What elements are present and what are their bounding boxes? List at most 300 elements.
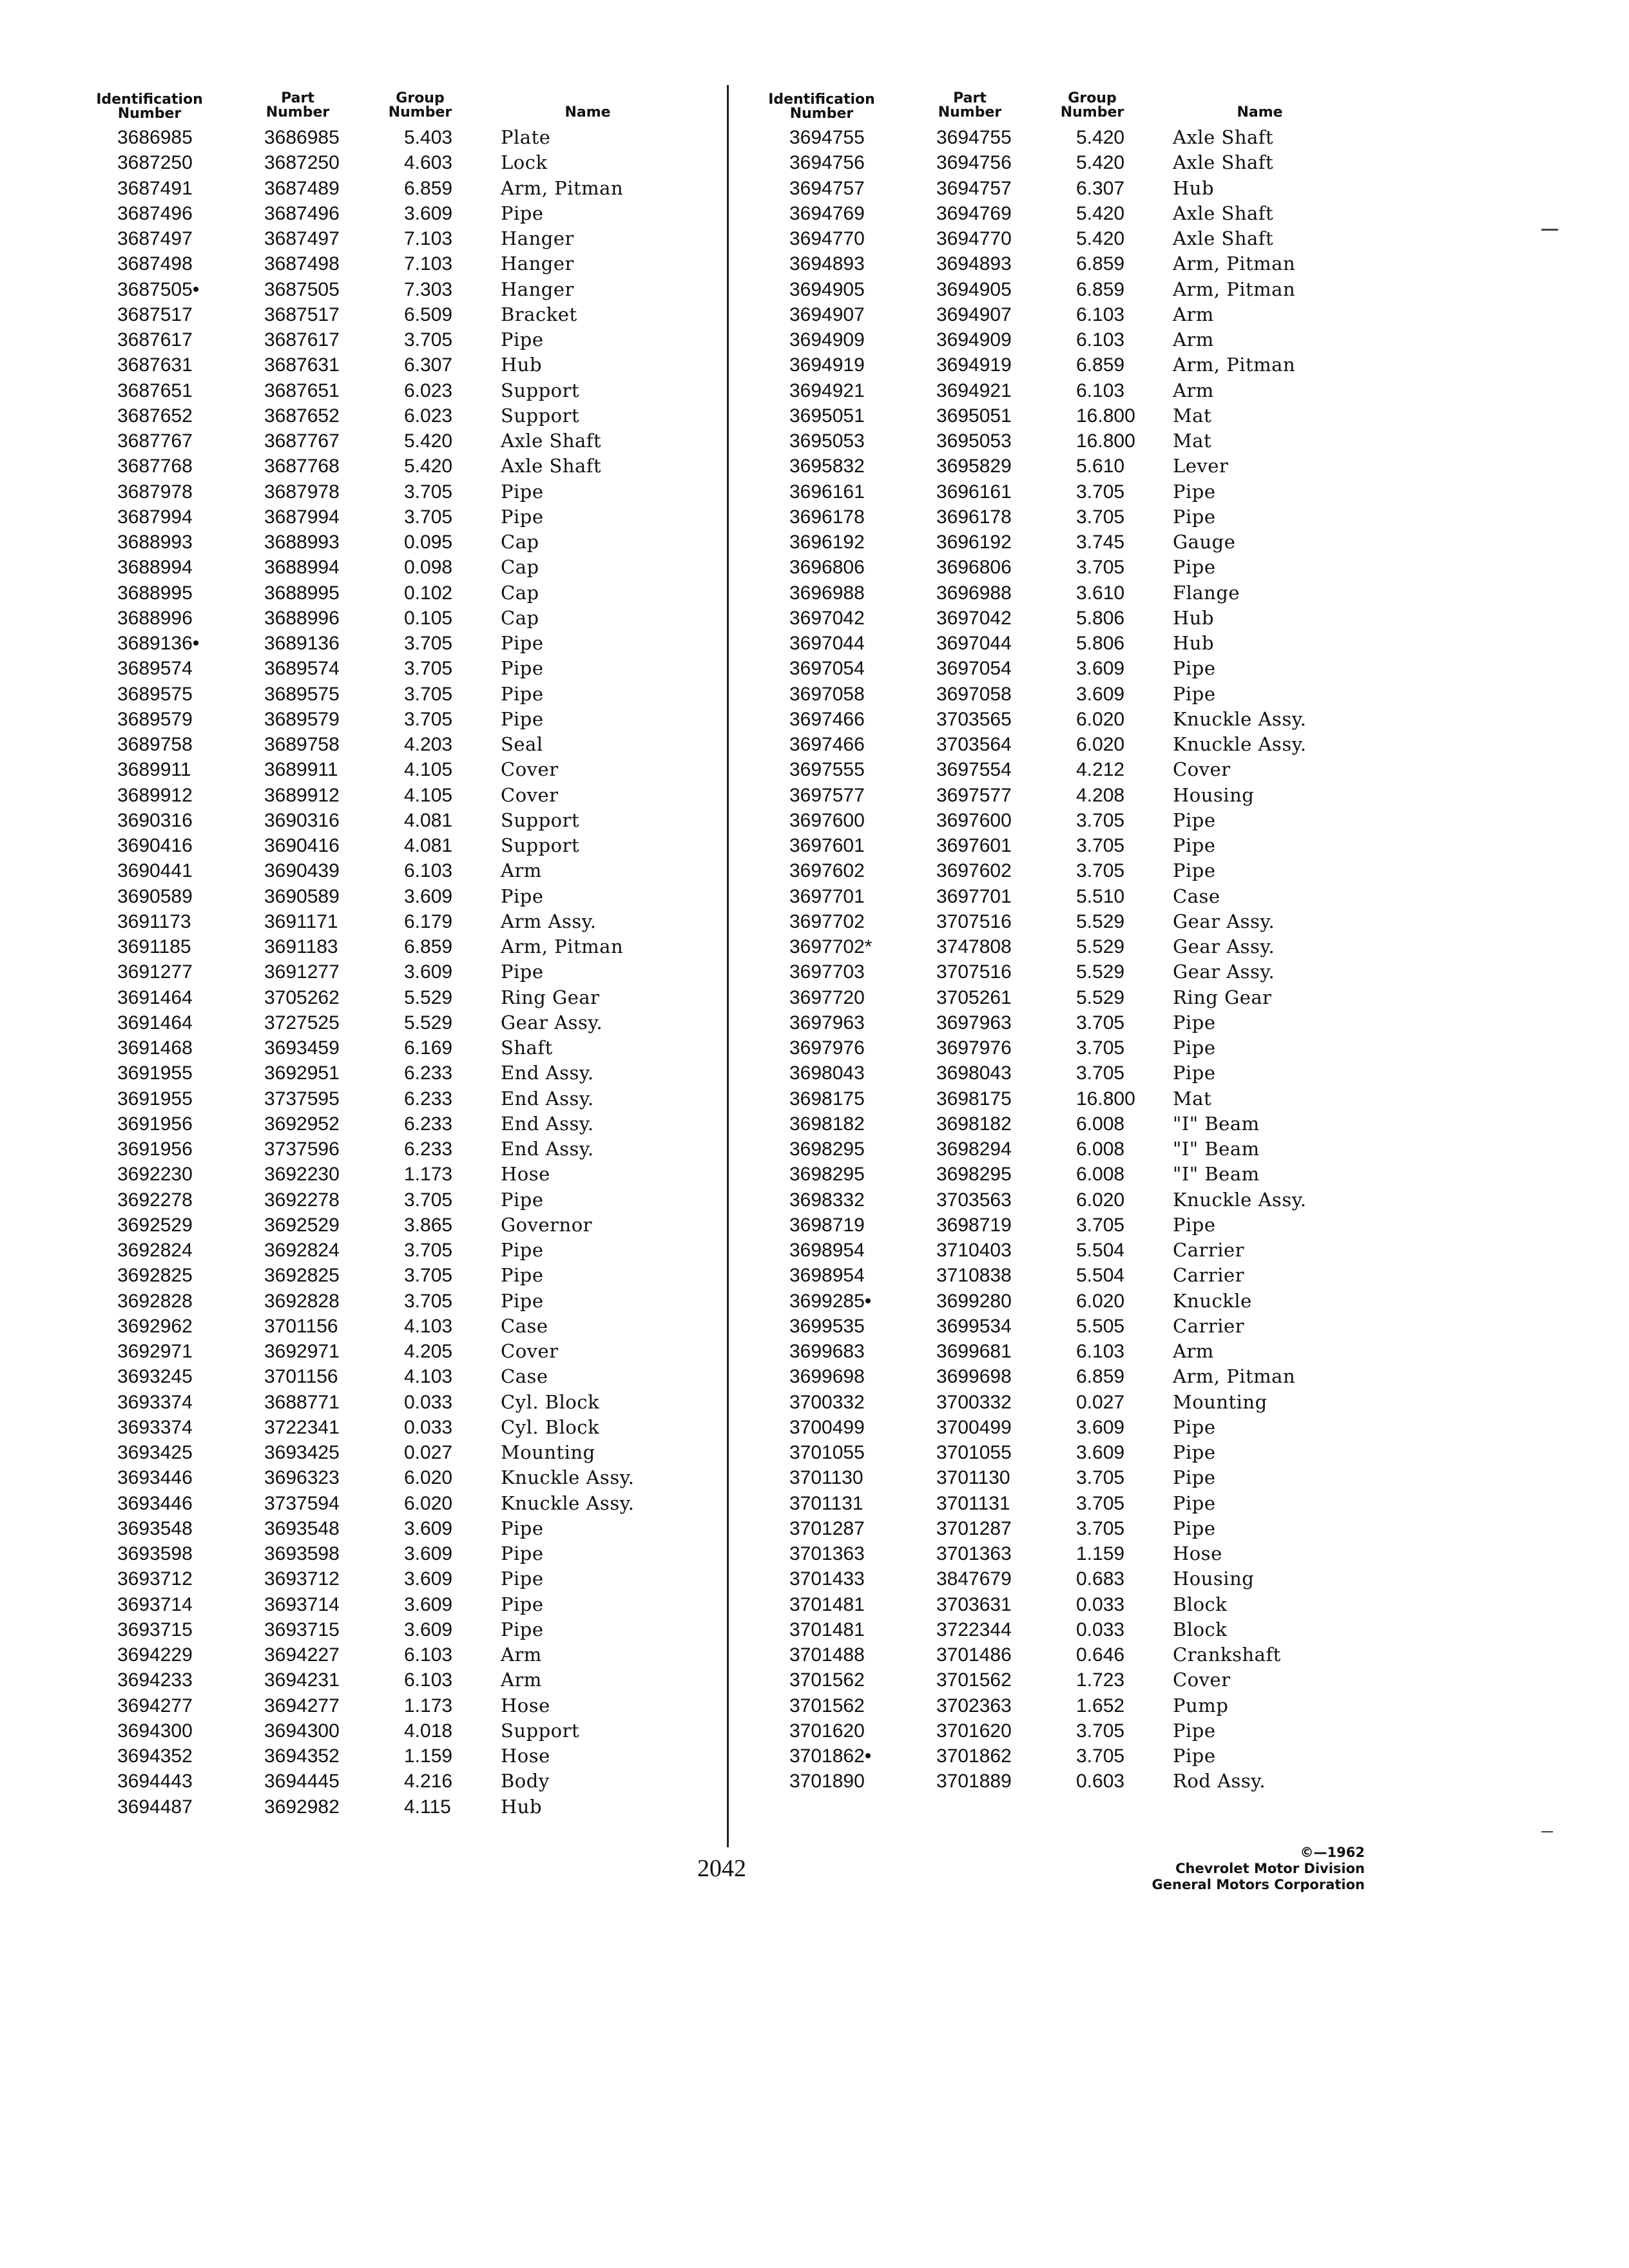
table-row xyxy=(85,1263,704,1288)
table-row xyxy=(757,1541,1376,1566)
identification-number-cell: 3691955 xyxy=(117,1088,193,1110)
group-number-cell: 5.420 xyxy=(1076,228,1125,249)
identification-number-cell: 3687498 xyxy=(117,253,193,275)
table-row xyxy=(85,403,704,428)
identification-number-cell: 3687496 xyxy=(117,202,193,224)
table-row xyxy=(85,1390,704,1415)
group-number-cell: 3.705 xyxy=(1076,1745,1125,1767)
part-number-cell: 3694352 xyxy=(264,1745,340,1767)
part-name-cell: Knuckle Assy. xyxy=(501,1466,635,1489)
part-number-cell: 3694756 xyxy=(936,152,1012,174)
part-name-cell: Cover xyxy=(501,758,559,781)
part-number-cell: 3737594 xyxy=(264,1492,340,1514)
group-number-cell: 6.103 xyxy=(404,1669,453,1691)
right-table-body xyxy=(757,125,1376,1794)
part-name-cell: Mat xyxy=(1173,430,1212,452)
group-number-cell: 5.529 xyxy=(1076,910,1125,932)
table-row xyxy=(85,251,704,276)
part-number-cell: 3707516 xyxy=(936,961,1012,983)
table-row xyxy=(757,581,1376,606)
part-name-cell: Pipe xyxy=(1173,1062,1216,1084)
table-row xyxy=(757,1617,1376,1642)
group-number-cell: 6.103 xyxy=(1076,303,1125,325)
part-number-cell: 3690439 xyxy=(264,860,340,882)
part-name-cell: Mat xyxy=(1173,404,1212,427)
part-number-cell: 3692952 xyxy=(264,1113,340,1135)
identification-number-cell: 3691956 xyxy=(117,1113,193,1135)
part-number-cell: 3710838 xyxy=(936,1265,1012,1287)
group-number-cell: 3.609 xyxy=(1076,1416,1125,1438)
identification-number-cell: 3693425 xyxy=(117,1442,193,1463)
part-name-cell: Support xyxy=(501,379,580,401)
table-row xyxy=(757,682,1376,707)
table-row xyxy=(757,631,1376,656)
group-number-cell: 6.023 xyxy=(404,405,453,427)
table-row xyxy=(85,277,704,302)
part-name-cell: Knuckle xyxy=(1173,1289,1252,1312)
identification-number-cell: 3694755 xyxy=(789,127,865,148)
table-row xyxy=(85,1314,704,1339)
part-name-cell: Plate xyxy=(501,126,551,148)
part-name-cell: "I" Beam xyxy=(1173,1163,1260,1186)
table-row xyxy=(85,732,704,757)
part-number-cell: 3703563 xyxy=(936,1189,1012,1211)
identification-number-cell: 3693598 xyxy=(117,1543,193,1564)
identification-number-cell: 3701130 xyxy=(789,1467,863,1489)
group-number-cell: 3.705 xyxy=(1076,1467,1125,1489)
identification-number-cell: 3694443 xyxy=(117,1771,193,1792)
part-name-cell: Arm, Pitman xyxy=(1173,1365,1296,1388)
identification-number-cell: 3687651 xyxy=(117,380,193,401)
part-number-cell: 3691171 xyxy=(264,910,338,932)
group-number-cell: 5.420 xyxy=(1076,152,1125,174)
identification-number-cell: 3692971 xyxy=(117,1341,193,1362)
part-name-cell: Arm, Pitman xyxy=(1173,278,1296,300)
header-identification-number: Identification Number xyxy=(768,91,875,122)
part-name-cell: Shaft xyxy=(501,1037,553,1059)
part-number-cell: 3687496 xyxy=(264,202,340,224)
identification-number-cell: 3693712 xyxy=(117,1568,193,1590)
table-row xyxy=(85,1289,704,1314)
table-row xyxy=(85,327,704,352)
identification-number-cell: 3689911 xyxy=(117,759,191,781)
table-row xyxy=(757,1162,1376,1187)
table-row xyxy=(757,251,1376,276)
part-number-cell: 3693714 xyxy=(264,1593,340,1615)
group-number-cell: 4.212 xyxy=(1076,759,1125,781)
table-row xyxy=(757,1491,1376,1516)
part-name-cell: Cap xyxy=(501,606,539,629)
identification-number-cell: 3694352 xyxy=(117,1745,193,1767)
table-row xyxy=(85,201,704,226)
part-name-cell: Hose xyxy=(1173,1542,1222,1564)
table-row xyxy=(757,302,1376,327)
table-row xyxy=(757,1364,1376,1389)
identification-number-cell: 3694757 xyxy=(789,177,865,199)
identification-number-cell: 3687767 xyxy=(117,430,193,452)
part-name-cell: Hose xyxy=(501,1163,550,1186)
group-number-cell: 3.705 xyxy=(1076,506,1125,528)
part-number-cell: 3687631 xyxy=(264,354,340,376)
part-number-cell: 3690589 xyxy=(264,885,340,907)
part-number-cell: 3697044 xyxy=(936,633,1012,654)
part-number-cell: 3697963 xyxy=(936,1012,1012,1033)
part-number-cell: 3694770 xyxy=(936,228,1012,249)
identification-number-cell: 3694770 xyxy=(789,228,865,249)
group-number-cell: 4.105 xyxy=(404,784,453,806)
part-number-cell: 3694277 xyxy=(264,1695,340,1716)
group-number-cell: 16.800 xyxy=(1076,1088,1135,1110)
table-row xyxy=(757,656,1376,681)
group-number-cell: 6.008 xyxy=(1076,1139,1125,1160)
table-row xyxy=(757,707,1376,732)
group-number-cell: 3.705 xyxy=(1076,809,1125,831)
identification-number-cell: 3691173 xyxy=(117,910,191,932)
part-number-cell: 3695053 xyxy=(936,430,1012,452)
left-table-header xyxy=(85,89,704,125)
table-row xyxy=(757,352,1376,378)
table-row xyxy=(757,808,1376,833)
group-number-cell: 5.420 xyxy=(1076,127,1125,148)
identification-number-cell: 3694919 xyxy=(789,354,865,376)
group-number-cell: 0.027 xyxy=(404,1442,453,1463)
identification-number-cell: 3687497 xyxy=(117,228,193,249)
part-name-cell: Pipe xyxy=(1173,1441,1216,1463)
identification-number-cell: 3693245 xyxy=(117,1366,193,1388)
part-name-cell: Crankshaft xyxy=(1173,1644,1281,1666)
part-name-cell: Seal xyxy=(501,733,543,755)
group-number-cell: 3.705 xyxy=(404,1189,453,1211)
table-row xyxy=(757,1516,1376,1541)
part-name-cell: Gear Assy. xyxy=(1173,961,1275,983)
part-name-cell: Support xyxy=(501,1719,580,1742)
identification-number-cell: 3692529 xyxy=(117,1214,193,1236)
part-name-cell: Pipe xyxy=(1173,860,1216,882)
header-part-number: Part Number xyxy=(265,90,330,120)
identification-number-cell: 3697466 xyxy=(789,708,865,730)
part-name-cell: Hub xyxy=(1173,632,1215,654)
table-row xyxy=(757,226,1376,251)
part-number-cell: 3694909 xyxy=(936,329,1012,351)
group-number-cell: 6.020 xyxy=(1076,708,1125,730)
part-number-cell: 3694905 xyxy=(936,278,1012,300)
part-number-cell: 3701486 xyxy=(936,1644,1012,1666)
part-number-cell: 3688771 xyxy=(264,1391,340,1413)
part-number-cell: 3693598 xyxy=(264,1543,340,1564)
part-number-cell: 3692230 xyxy=(264,1164,340,1186)
identification-number-cell: 3701481 xyxy=(789,1593,865,1615)
table-row xyxy=(757,1415,1376,1440)
part-name-cell: Pipe xyxy=(501,1593,544,1615)
part-name-cell: Pipe xyxy=(1173,480,1216,503)
group-number-cell: 6.233 xyxy=(404,1088,453,1110)
table-row xyxy=(85,985,704,1010)
part-number-cell: 3687767 xyxy=(264,430,340,452)
part-number-cell: 3699681 xyxy=(936,1341,1012,1362)
part-number-cell: 3689911 xyxy=(264,759,338,781)
identification-number-cell: 3698954 xyxy=(789,1240,865,1261)
part-name-cell: End Assy. xyxy=(501,1138,594,1160)
part-name-cell: Cap xyxy=(501,581,539,604)
part-number-cell: 3696192 xyxy=(936,532,1012,553)
part-name-cell: Cyl. Block xyxy=(501,1416,600,1438)
part-number-cell: 3701156 xyxy=(264,1315,338,1337)
part-name-cell: Support xyxy=(501,834,580,856)
table-row xyxy=(85,1111,704,1137)
identification-number-cell: 3697466 xyxy=(789,734,865,755)
part-name-cell: End Assy. xyxy=(501,1087,594,1110)
group-number-cell: 6.103 xyxy=(1076,1341,1125,1362)
group-number-cell: 3.609 xyxy=(404,961,453,983)
group-number-cell: 3.705 xyxy=(1076,1062,1125,1084)
part-name-cell: Pipe xyxy=(501,1542,544,1564)
identification-number-cell: 3694921 xyxy=(789,380,865,401)
part-number-cell: 3687768 xyxy=(264,456,340,477)
group-number-cell: 1.173 xyxy=(404,1164,453,1186)
part-number-cell: 3691277 xyxy=(264,961,340,983)
table-row xyxy=(757,732,1376,757)
identification-number-cell: 3697702* xyxy=(789,936,872,957)
group-number-cell: 6.020 xyxy=(1076,1189,1125,1211)
identification-number-cell: 3693374 xyxy=(117,1391,193,1413)
identification-number-cell: 3698182 xyxy=(789,1113,865,1135)
identification-number-cell: 3687768 xyxy=(117,456,193,477)
group-number-cell: 5.806 xyxy=(1076,607,1125,629)
table-row xyxy=(85,1642,704,1667)
part-number-cell: 3697058 xyxy=(936,683,1012,705)
identification-number-cell: 3697044 xyxy=(789,633,865,654)
group-number-cell: 5.420 xyxy=(1076,202,1125,224)
identification-number-cell: 3687994 xyxy=(117,506,193,528)
part-name-cell: Pipe xyxy=(1173,1011,1216,1033)
identification-number-cell: 3695053 xyxy=(789,430,865,452)
part-name-cell: Arm xyxy=(1173,303,1214,325)
part-number-cell: 3703631 xyxy=(936,1593,1012,1615)
group-number-cell: 1.652 xyxy=(1076,1695,1125,1716)
identification-number-cell: 3694277 xyxy=(117,1695,193,1716)
part-number-cell: 3737596 xyxy=(264,1139,340,1160)
group-number-cell: 6.307 xyxy=(404,354,453,376)
table-row xyxy=(85,884,704,909)
group-number-cell: 5.806 xyxy=(1076,633,1125,654)
part-name-cell: Pipe xyxy=(1173,657,1216,680)
identification-number-cell: 3697555 xyxy=(789,759,865,781)
part-number-cell: 3697602 xyxy=(936,860,1012,882)
part-number-cell: 3697554 xyxy=(936,759,1012,781)
part-number-cell: 3705261 xyxy=(936,986,1012,1008)
part-number-cell: 3701130 xyxy=(936,1467,1010,1489)
table-row xyxy=(757,1263,1376,1288)
part-number-cell: 3710403 xyxy=(936,1240,1012,1261)
identification-number-cell: 3698175 xyxy=(789,1088,865,1110)
part-name-cell: Axle Shaft xyxy=(1173,202,1274,224)
identification-number-cell: 3701433 xyxy=(789,1568,865,1590)
part-name-cell: Gear Assy. xyxy=(1173,910,1275,932)
part-number-cell: 3693425 xyxy=(264,1442,340,1463)
left-column xyxy=(85,89,704,1820)
identification-number-cell: 3693714 xyxy=(117,1593,193,1615)
margin-mark xyxy=(1541,1831,1553,1832)
table-row xyxy=(757,1238,1376,1263)
group-number-cell: 3.745 xyxy=(1076,532,1125,553)
division-line: Chevrolet Motor Division xyxy=(1175,1861,1365,1876)
part-number-cell: 3693548 xyxy=(264,1517,340,1539)
group-number-cell: 3.705 xyxy=(1076,835,1125,856)
group-number-cell: 6.020 xyxy=(404,1492,453,1514)
part-name-cell: Pipe xyxy=(501,682,544,705)
part-name-cell: Pipe xyxy=(501,505,544,528)
part-name-cell: Pipe xyxy=(501,1517,544,1539)
table-row xyxy=(757,606,1376,631)
group-number-cell: 3.609 xyxy=(404,1619,453,1640)
identification-number-cell: 3701562 xyxy=(789,1695,865,1716)
part-number-cell: 3692951 xyxy=(264,1062,340,1084)
table-row xyxy=(85,858,704,883)
part-number-cell: 3692529 xyxy=(264,1214,340,1236)
group-number-cell: 6.233 xyxy=(404,1139,453,1160)
group-number-cell: 4.115 xyxy=(404,1796,451,1818)
part-name-cell: Block xyxy=(1173,1618,1228,1640)
table-row xyxy=(85,1137,704,1162)
part-name-cell: Carrier xyxy=(1173,1239,1245,1261)
group-number-cell: 6.509 xyxy=(404,303,453,325)
part-number-cell: 3699280 xyxy=(936,1290,1012,1312)
identification-number-cell: 3696178 xyxy=(789,506,865,528)
table-row xyxy=(85,479,704,505)
identification-number-cell: 3689575 xyxy=(117,683,193,705)
table-row xyxy=(757,1314,1376,1339)
part-name-cell: Pipe xyxy=(501,1568,544,1590)
copyright-footer xyxy=(1152,1845,1365,1893)
group-number-cell: 5.529 xyxy=(1076,961,1125,983)
identification-number-cell: 3697963 xyxy=(789,1012,865,1033)
table-row xyxy=(757,783,1376,808)
part-number-cell: 3694231 xyxy=(264,1669,340,1691)
table-row xyxy=(757,125,1376,150)
part-number-cell: 3699534 xyxy=(936,1315,1012,1337)
group-number-cell: 0.646 xyxy=(1076,1644,1125,1666)
group-number-cell: 3.705 xyxy=(1076,1517,1125,1539)
part-number-cell: 3701287 xyxy=(936,1517,1012,1539)
part-number-cell: 3694919 xyxy=(936,354,1012,376)
group-number-cell: 3.609 xyxy=(1076,658,1125,680)
part-number-cell: 3700332 xyxy=(936,1391,1012,1413)
identification-number-cell: 3697577 xyxy=(789,784,865,806)
table-row xyxy=(757,959,1376,985)
group-number-cell: 3.705 xyxy=(1076,860,1125,882)
group-number-cell: 5.403 xyxy=(404,127,453,148)
header-name: Name xyxy=(1237,104,1283,120)
table-row xyxy=(757,454,1376,479)
part-name-cell: Pipe xyxy=(1173,1213,1216,1236)
group-number-cell: 0.027 xyxy=(1076,1391,1125,1413)
part-number-cell: 3687498 xyxy=(264,253,340,275)
identification-number-cell: 3688996 xyxy=(117,607,193,629)
part-name-cell: Pipe xyxy=(1173,809,1216,831)
part-name-cell: Hose xyxy=(501,1745,550,1767)
table-row xyxy=(757,176,1376,201)
right-column xyxy=(757,89,1376,1794)
table-row xyxy=(85,1086,704,1111)
group-number-cell: 7.303 xyxy=(404,278,453,300)
group-number-cell: 0.098 xyxy=(404,557,453,579)
group-number-cell: 0.095 xyxy=(404,532,453,553)
table-row xyxy=(757,1465,1376,1490)
group-number-cell: 4.203 xyxy=(404,734,453,755)
part-name-cell: Governor xyxy=(501,1213,593,1236)
group-number-cell: 16.800 xyxy=(1076,405,1135,427)
identification-number-cell: 3692278 xyxy=(117,1189,193,1211)
part-number-cell: 3701363 xyxy=(936,1543,1012,1564)
group-number-cell: 3.609 xyxy=(404,1593,453,1615)
identification-number-cell: 3692824 xyxy=(117,1240,193,1261)
group-number-cell: 3.609 xyxy=(404,1543,453,1564)
table-row xyxy=(757,555,1376,580)
identification-number-cell: 3698954 xyxy=(789,1265,865,1287)
identification-number-cell: 3695051 xyxy=(789,405,865,427)
part-name-cell: "I" Beam xyxy=(1173,1138,1260,1160)
group-number-cell: 3.705 xyxy=(404,329,453,351)
table-row xyxy=(757,833,1376,858)
part-number-cell: 3689575 xyxy=(264,683,340,705)
identification-number-cell: 3689136• xyxy=(117,633,200,654)
part-number-cell: 3697601 xyxy=(936,835,1012,856)
identification-number-cell: 3698719 xyxy=(789,1214,865,1236)
table-row xyxy=(757,1289,1376,1314)
part-name-cell: Hub xyxy=(1173,606,1215,629)
table-row xyxy=(85,302,704,327)
part-number-cell: 3696161 xyxy=(936,481,1012,503)
part-number-cell: 3689574 xyxy=(264,658,340,680)
header-name: Name xyxy=(564,104,611,120)
table-row xyxy=(757,530,1376,555)
identification-number-cell: 3691277 xyxy=(117,961,193,983)
identification-number-cell: 3694909 xyxy=(789,329,865,351)
part-number-cell: 3693715 xyxy=(264,1619,340,1640)
part-name-cell: Cover xyxy=(1173,1669,1231,1691)
group-number-cell: 3.609 xyxy=(404,202,453,224)
group-number-cell: 4.103 xyxy=(404,1315,453,1337)
part-name-cell: Hanger xyxy=(501,227,574,249)
identification-number-cell: 3699535 xyxy=(789,1315,865,1337)
part-number-cell: 3690416 xyxy=(264,835,340,856)
identification-number-cell: 3697701 xyxy=(789,885,865,907)
group-number-cell: 4.603 xyxy=(404,152,453,174)
part-number-cell: 3688995 xyxy=(264,582,340,604)
part-name-cell: Cap xyxy=(501,556,539,579)
left-table-body xyxy=(85,125,704,1820)
table-row xyxy=(85,1566,704,1591)
part-number-cell: 3687652 xyxy=(264,405,340,427)
part-number-cell: 3687497 xyxy=(264,228,340,249)
table-row xyxy=(85,909,704,934)
table-row xyxy=(757,1339,1376,1364)
part-name-cell: Arm xyxy=(1173,379,1214,401)
part-number-cell: 3687994 xyxy=(264,506,340,528)
part-name-cell: Axle Shaft xyxy=(1173,151,1274,174)
identification-number-cell: 3699698 xyxy=(789,1366,865,1388)
part-name-cell: Cap xyxy=(501,531,539,553)
part-name-cell: Pipe xyxy=(1173,505,1216,528)
table-row xyxy=(85,505,704,530)
part-name-cell: Cover xyxy=(501,783,559,806)
part-number-cell: 3688993 xyxy=(264,532,340,553)
table-row xyxy=(85,581,704,606)
part-number-cell: 3686985 xyxy=(264,127,340,148)
part-name-cell: Lever xyxy=(1173,455,1229,477)
group-number-cell: 3.705 xyxy=(404,683,453,705)
table-row xyxy=(85,352,704,378)
